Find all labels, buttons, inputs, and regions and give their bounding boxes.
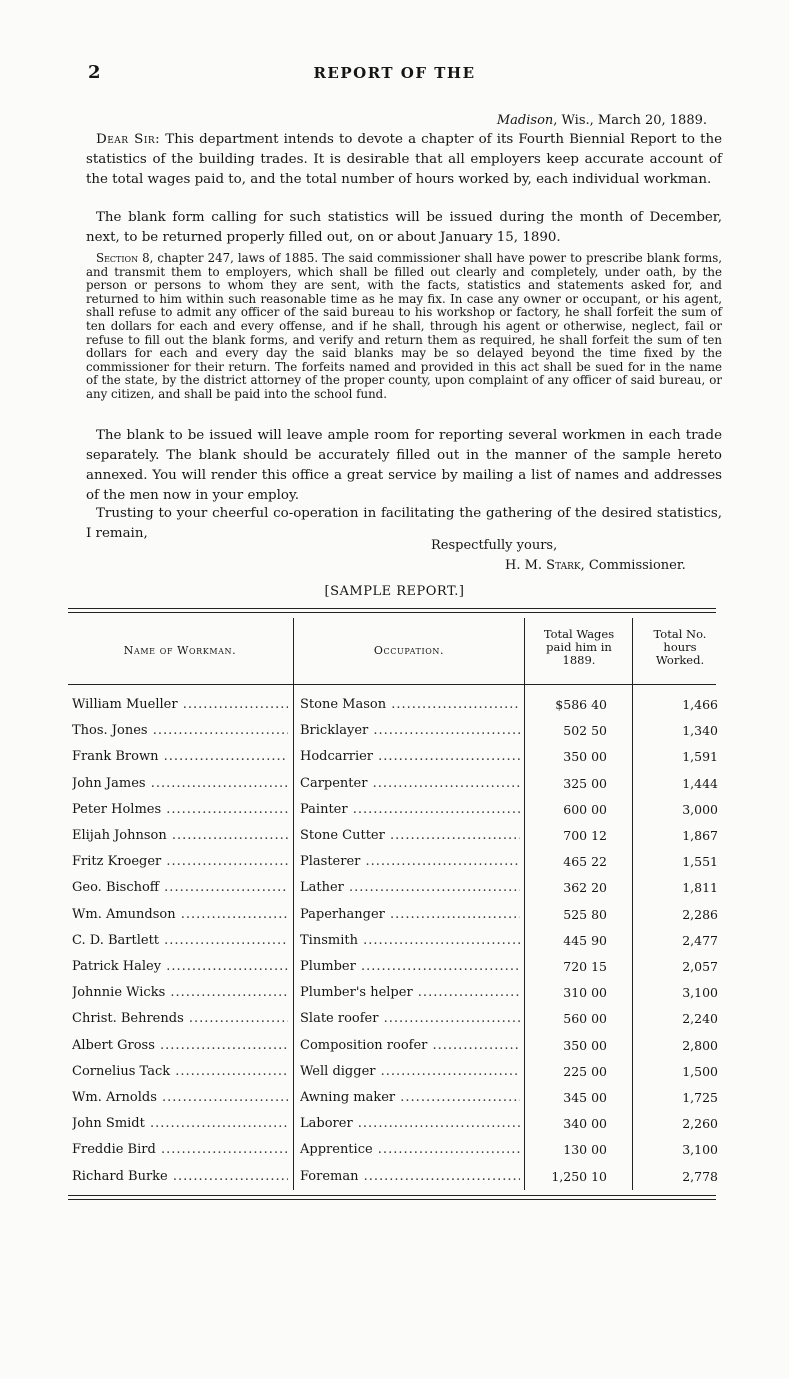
occupation: Stone Mason ..... bbox=[300, 697, 520, 712]
table-row bbox=[0, 749, 789, 775]
total-wages: 130 00 bbox=[563, 1142, 607, 1158]
table-row bbox=[0, 697, 789, 723]
total-wages: 560 00 bbox=[563, 1011, 607, 1027]
total-wages: 350 00 bbox=[563, 749, 607, 765]
table-top-rule bbox=[68, 608, 716, 609]
table-row bbox=[0, 959, 789, 985]
total-hours: 2,477 bbox=[682, 932, 718, 948]
table-row bbox=[0, 723, 789, 749]
workman-name: Elijah Johnson ..... bbox=[72, 828, 288, 843]
paragraph-1-text: This department intends to devote a chapter of its Fourth Biennial Report to the statistics of the building trades. It is desirable that all employers keep accurate account of the total wages paid to, and the total number of hours worked by, each individual workman. bbox=[86, 132, 723, 187]
total-hours: 1,444 bbox=[682, 775, 718, 791]
header-name: Name of Workman. bbox=[123, 644, 237, 657]
total-wages: 310 00 bbox=[563, 985, 607, 1001]
total-wages: 465 22 bbox=[563, 854, 607, 870]
total-hours: 1,811 bbox=[682, 880, 718, 896]
occupation: Apprentice ..... bbox=[300, 1142, 520, 1157]
workman-name: John Smidt ..... bbox=[72, 1116, 288, 1131]
table-row bbox=[0, 828, 789, 854]
occupation: Bricklayer ..... bbox=[300, 723, 520, 738]
table-header-rule bbox=[68, 684, 716, 685]
dateline-place: Madison bbox=[496, 113, 554, 128]
total-wages: 525 80 bbox=[563, 906, 607, 922]
total-wages: 600 00 bbox=[563, 801, 607, 817]
table-row bbox=[0, 985, 789, 1011]
table-row bbox=[0, 802, 789, 828]
total-wages: 445 90 bbox=[563, 932, 607, 948]
sample-report-title: [SAMPLE REPORT.] bbox=[324, 584, 465, 599]
letter-paragraph-3: The blank to be issued will leave ample room for reporting several workmen in each trade separately. The blank should be accurately filled out in the manner of the sample hereto annexed. You will render this office a great service by mailing a list of names and addresses of the men now in your employ. bbox=[86, 428, 722, 503]
statute-lead: Section bbox=[96, 251, 139, 265]
page-number: 2 bbox=[88, 62, 101, 83]
table-top-rule-2 bbox=[68, 612, 716, 613]
workman-name: Geo. Bischoff ..... bbox=[72, 880, 288, 895]
total-wages: 720 15 bbox=[563, 959, 607, 974]
header-occupation: Occupation. bbox=[373, 644, 445, 657]
occupation: Laborer ..... bbox=[300, 1116, 520, 1131]
workman-name: Richard Burke ..... bbox=[72, 1169, 288, 1184]
occupation: Carpenter ..... bbox=[300, 776, 520, 791]
workman-name: C. D. Bartlett ..... bbox=[72, 933, 288, 948]
workman-name: Albert Gross ..... bbox=[72, 1038, 288, 1053]
signature-title: , Commissioner. bbox=[580, 558, 686, 573]
table-row bbox=[0, 776, 789, 802]
letter-paragraph-2: The blank form calling for such statistics will be issued during the month of December, next, to be returned properly filled out, on or about January 15, 1890. bbox=[86, 210, 722, 245]
total-wages: 362 20 bbox=[563, 880, 607, 896]
occupation: Paperhanger ..... bbox=[300, 907, 520, 922]
salutation: Dear Sir: bbox=[96, 132, 161, 147]
workman-name: Thos. Jones ..... bbox=[72, 723, 288, 738]
table-row bbox=[0, 1116, 789, 1142]
table-row bbox=[0, 1142, 789, 1168]
workman-name: Peter Holmes ..... bbox=[72, 802, 288, 817]
header-hours: Total No. hours Worked. bbox=[653, 627, 707, 667]
workman-name: Wm. Amundson ..... bbox=[72, 907, 288, 922]
table-row bbox=[0, 1038, 789, 1064]
workman-name: Patrick Haley ..... bbox=[72, 959, 288, 974]
table-bottom-rule-2 bbox=[68, 1199, 716, 1200]
total-wages: 350 00 bbox=[563, 1037, 607, 1053]
table-row bbox=[0, 1090, 789, 1116]
total-hours: 1,466 bbox=[682, 697, 718, 712]
total-hours: 1,867 bbox=[682, 828, 718, 843]
occupation: Plumber's helper ..... bbox=[300, 985, 520, 1000]
occupation: Stone Cutter ..... bbox=[300, 828, 520, 843]
total-wages: 225 00 bbox=[563, 1063, 607, 1079]
running-head: REPORT OF THE bbox=[313, 64, 476, 82]
table-row bbox=[0, 880, 789, 906]
occupation: Plumber ..... bbox=[300, 959, 520, 974]
total-wages: 345 00 bbox=[563, 1090, 607, 1105]
dateline bbox=[497, 113, 707, 128]
occupation: Hodcarrier ..... bbox=[300, 749, 520, 764]
total-wages: 325 00 bbox=[563, 775, 607, 791]
total-hours: 1,591 bbox=[682, 749, 718, 765]
workman-name: Fritz Kroeger ..... bbox=[72, 854, 288, 869]
total-hours: 2,800 bbox=[682, 1037, 718, 1053]
occupation: Tinsmith ..... bbox=[300, 933, 520, 948]
occupation: Plasterer ..... bbox=[300, 854, 520, 869]
workman-name: Freddie Bird ..... bbox=[72, 1142, 288, 1157]
occupation: Lather ..... bbox=[300, 880, 520, 895]
occupation: Slate roofer ..... bbox=[300, 1011, 520, 1026]
table-row bbox=[0, 854, 789, 880]
header-wages: Total Wages paid him in 1889. bbox=[543, 627, 615, 667]
table-row bbox=[0, 1011, 789, 1037]
table-bottom-rule bbox=[68, 1195, 716, 1196]
total-wages: 1,250 10 bbox=[551, 1168, 607, 1184]
statute-text: 8, chapter 247, laws of 1885. The said commissioner shall have power to prescribe blank forms, and transmit them to employers, which shall be filled out clearly and completely, under oath, by the person or persons to whom they are sent, with the facts, statistics and statements asked for, and returned to him within such reasonable time as he may fix. In case any owner or occupant, or his agent, shall refuse to admit any officer of the said bureau to his workshop or factory, he shall forfeit the sum of ten dollars for each and every offense, and if he shall, through his agent or otherwise, neglect, fail or refuse to fill out the blank forms, and verify and return them as required, he shall forfeit the sum of ten dollars for each and every day the said blanks may be so delayed beyond the time fixed by the commissioner for their return. The forfeits named and provided in this act shall be sued for in the name of the state, by the district attorney of the proper county, upon complaint of any officer of said bureau, or any citizen, and shall be paid into the school fund. bbox=[86, 251, 722, 401]
table-row bbox=[0, 1064, 789, 1090]
occupation: Well digger ..... bbox=[300, 1064, 520, 1079]
closing: Respectfully yours, bbox=[431, 538, 558, 553]
total-hours: 1,500 bbox=[682, 1063, 718, 1079]
workman-name: Christ. Behrends ..... bbox=[72, 1011, 288, 1026]
total-hours: 2,240 bbox=[682, 1011, 718, 1027]
letter-paragraph-4: Trusting to your cheerful co-operation in facilitating the gathering of the desired statistics, I remain, bbox=[86, 506, 722, 541]
workman-name: Frank Brown ..... bbox=[72, 749, 288, 764]
occupation: Awning maker ..... bbox=[300, 1090, 520, 1105]
signature bbox=[505, 558, 686, 573]
total-hours: 2,057 bbox=[682, 959, 718, 974]
dateline-rest: , Wis., March 20, 1889. bbox=[553, 113, 707, 128]
total-wages: $586 40 bbox=[555, 697, 607, 712]
occupation: Painter ..... bbox=[300, 802, 520, 817]
table-row bbox=[0, 907, 789, 933]
total-hours: 2,286 bbox=[682, 906, 718, 922]
total-hours: 1,725 bbox=[682, 1090, 718, 1105]
letter-paragraph-1 bbox=[86, 130, 722, 190]
table-row bbox=[0, 1169, 789, 1195]
total-hours: 1,551 bbox=[682, 854, 718, 870]
total-wages: 340 00 bbox=[563, 1116, 607, 1132]
workman-name: Cornelius Tack ..... bbox=[72, 1064, 288, 1079]
statute-excerpt bbox=[86, 252, 722, 402]
table-row bbox=[0, 933, 789, 959]
workman-name: John James ..... bbox=[72, 776, 288, 791]
total-wages: 502 50 bbox=[563, 723, 607, 739]
total-wages: 700 12 bbox=[563, 828, 607, 843]
workman-name: William Mueller ..... bbox=[72, 697, 288, 712]
total-hours: 3,100 bbox=[682, 1142, 718, 1158]
signature-name: H. M. Stark bbox=[505, 558, 581, 573]
occupation: Composition roofer ..... bbox=[300, 1038, 520, 1053]
total-hours: 2,260 bbox=[682, 1116, 718, 1132]
total-hours: 1,340 bbox=[682, 723, 718, 739]
workman-name: Wm. Arnolds ..... bbox=[72, 1090, 288, 1105]
total-hours: 2,778 bbox=[682, 1168, 718, 1184]
workman-name: Johnnie Wicks ..... bbox=[72, 985, 288, 1000]
occupation: Foreman ..... bbox=[300, 1169, 520, 1184]
total-hours: 3,000 bbox=[682, 801, 718, 817]
total-hours: 3,100 bbox=[682, 985, 718, 1001]
